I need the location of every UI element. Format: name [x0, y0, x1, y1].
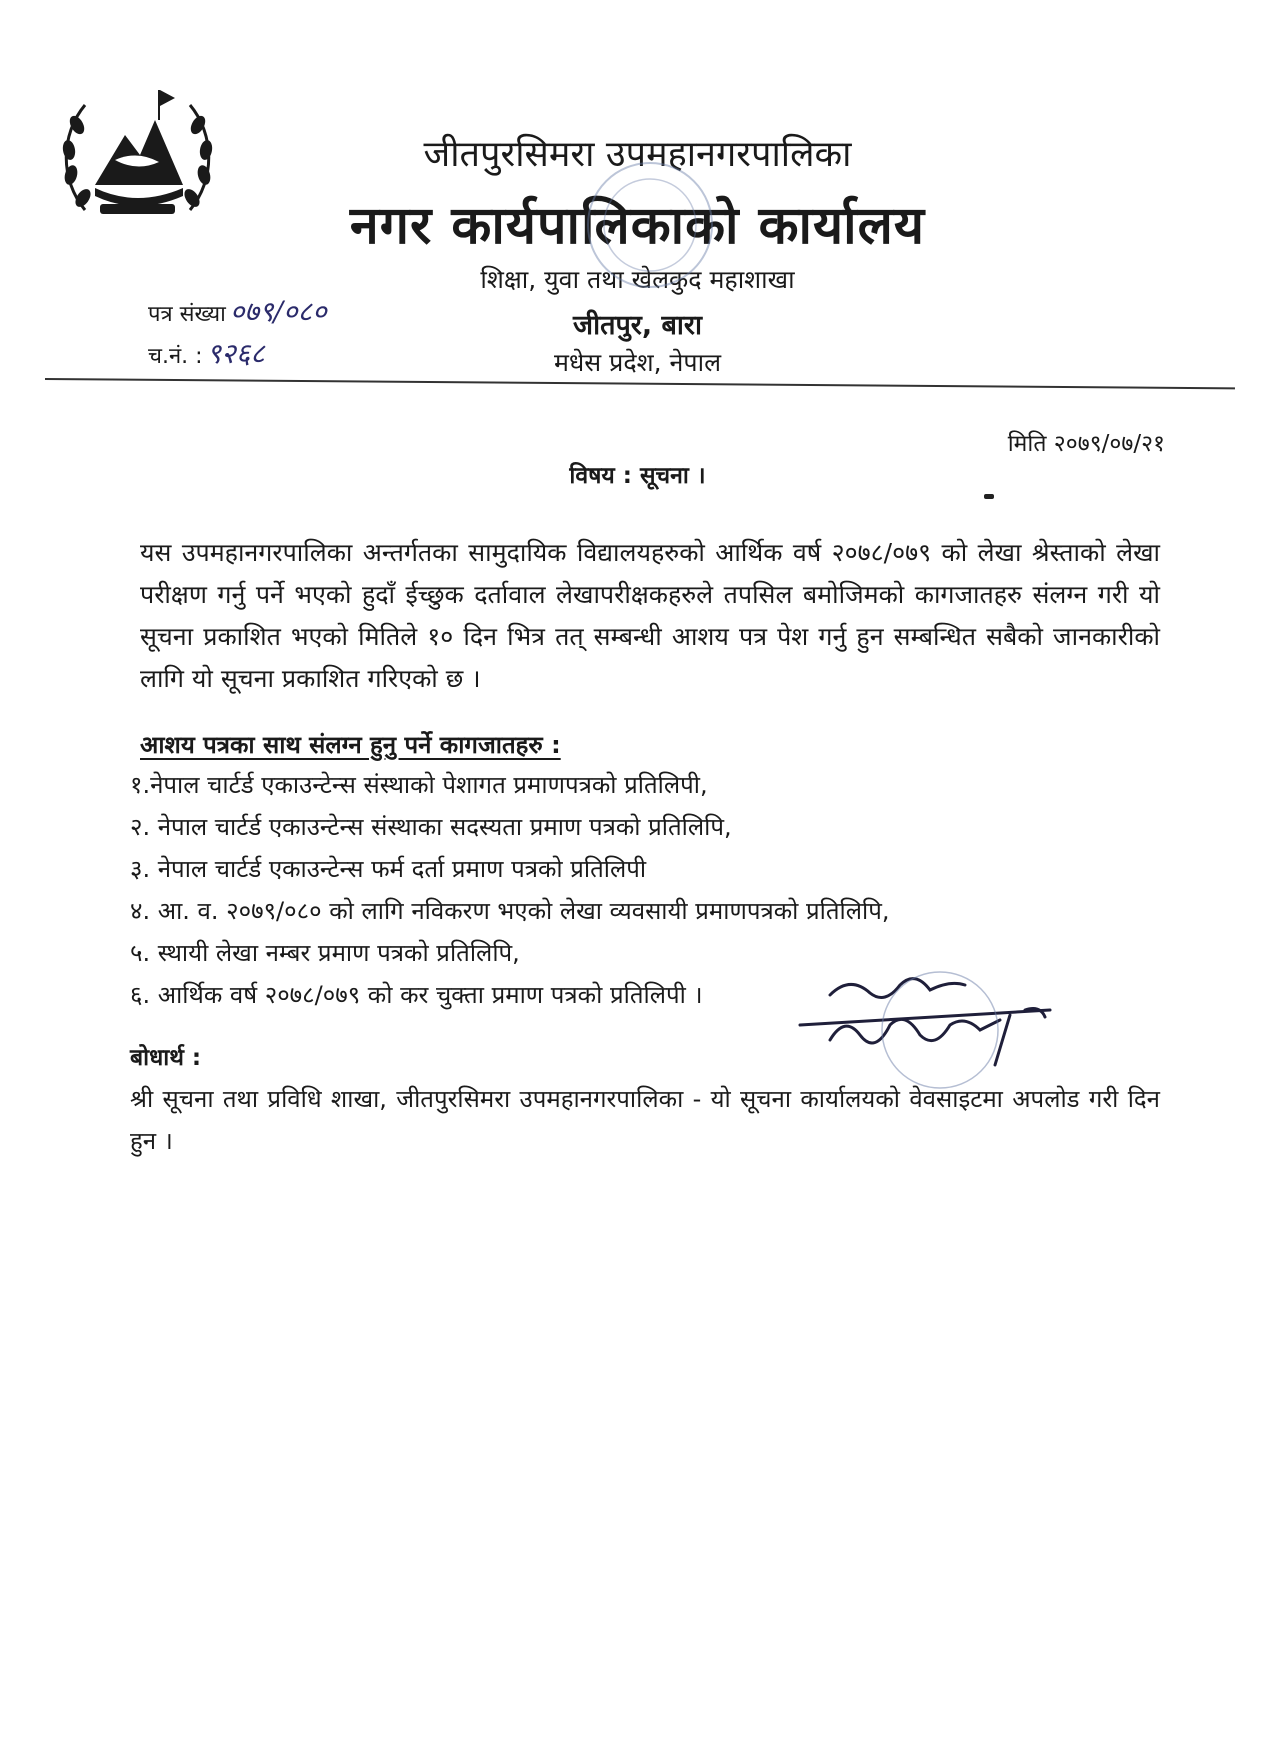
letter-number — [148, 292, 327, 330]
list-item: ४. आ. व. २०७९/०८० को लागि नविकरण भएको लेखा व्यवसायी प्रमाणपत्रको प्रतिलिपि, — [130, 897, 890, 925]
office-seal-stamp — [575, 150, 725, 300]
list-item: ५. स्थायी लेखा नम्बर प्रमाण पत्रको प्रतिलिपि, — [130, 939, 520, 967]
municipality-name: जीतपुरसिमरा उपमहानगरपालिका — [423, 134, 852, 175]
header-divider — [45, 378, 1235, 389]
list-item: २. नेपाल चार्टर्ड एकाउन्टेन्स संस्थाका सदस्यता प्रमाण पत्रको प्रतिलिपि, — [130, 813, 732, 841]
letter-number-value: ०७९/०८० — [229, 295, 327, 328]
dispatch-number-value: ९२६८ — [206, 337, 265, 370]
notice-body: यस उपमहानगरपालिका अन्तर्गतका सामुदायिक विद्यालयहरुको आर्थिक वर्ष २०७८/०७९ को लेखा श्रेस्ताको लेखा परीक्षण गर्नु पर्ने भएको हुदाँ ईच्छुक दर्तावाल लेखापरीक्षकहरुले तपसिल बमोजिमको कागजातहरु संलग्न गरी यो सूचना प्रकाशित भएको मितिले १० दिन भित्र तत् सम्बन्धी आशय पत्र पेश गर्नु हुन सम्बन्धित सबैको जानकारीको लागि यो सूचना प्रकाशित गरिएको छ । — [140, 538, 1160, 693]
dispatch-number-label: च.नं. : — [148, 344, 203, 369]
office-location: जीतपुर, बारा — [573, 310, 702, 341]
cc-heading: बोधार्थ : — [130, 1045, 202, 1071]
cc-recipient: श्री सूचना तथा प्रविधि शाखा, जीतपुरसिमरा उपमहानगरपालिका - यो सूचना कार्यालयको वेवसाइटमा अपलोड गरी दिन हुन । — [130, 1085, 1160, 1155]
documents-heading: आशय पत्रका साथ संलग्न हुनु पर्ने कागजातहरु : — [140, 731, 561, 759]
ink-mark — [984, 494, 994, 499]
office-name: नगर कार्यपालिकाको कार्यालय — [349, 196, 926, 256]
letter-date: मिति २०७९/०७/२१ — [1007, 431, 1165, 457]
list-item: १.नेपाल चार्टर्ड एकाउन्टेन्स संस्थाको पेशागत प्रमाणपत्रको प्रतिलिपी, — [130, 771, 708, 799]
list-item: ३. नेपाल चार्टर्ड एकाउन्टेन्स फर्म दर्ता प्रमाण पत्रको प्रतिलिपी — [130, 855, 647, 883]
letter-subject: विषय : सूचना । — [569, 463, 706, 489]
handwritten-signature — [790, 955, 1080, 1095]
division-name: शिक्षा, युवा तथा खेलकुद महाशाखा — [480, 265, 795, 294]
letter-number-label: पत्र संख्या — [148, 302, 226, 327]
dispatch-number — [148, 334, 265, 372]
province-country: मधेस प्रदेश, नेपाल — [553, 348, 722, 377]
list-item: ६. आर्थिक वर्ष २०७८/०७९ को कर चुक्ता प्रमाण पत्रको प्रतिलिपी । — [130, 981, 703, 1009]
